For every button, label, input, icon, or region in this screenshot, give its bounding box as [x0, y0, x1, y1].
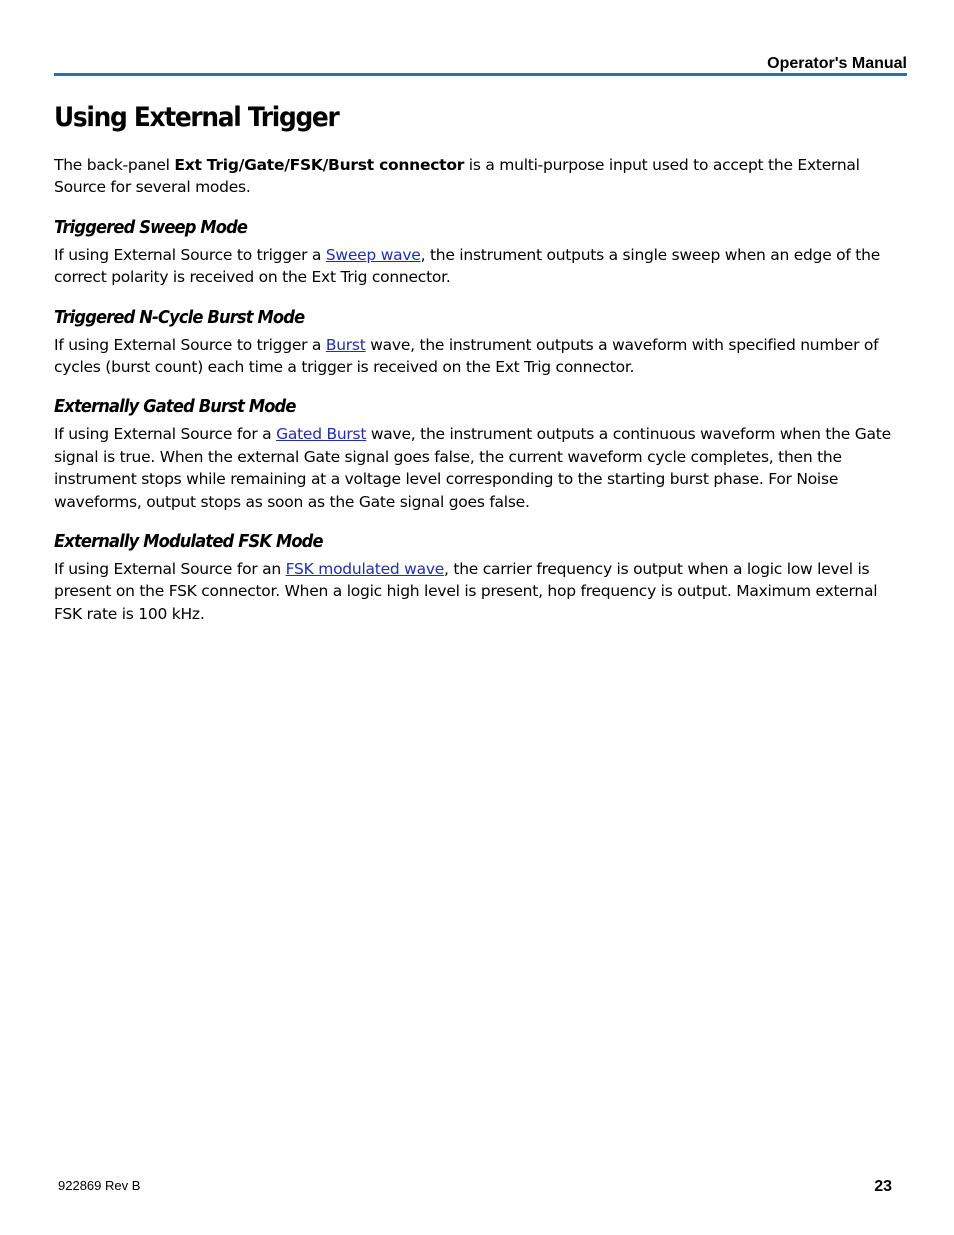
- intro-text-before: The back-panel: [54, 156, 175, 174]
- footer-page-number: 23: [874, 1178, 892, 1195]
- footer-doc-id: 922869 Rev B: [58, 1178, 141, 1193]
- section-paragraph-fsk: [54, 558, 909, 625]
- section-heading-burst: Triggered N-Cycle Burst Mode: [54, 307, 305, 328]
- paragraph-text: If using External Source to trigger a: [54, 335, 326, 354]
- section-paragraph-triggered-sweep: [54, 244, 909, 289]
- gated-burst-link[interactable]: Gated Burst: [276, 425, 367, 444]
- paragraph-text: wave, the instrument outputs a waveform with specified number of cycles (burst count) each time a trigger is received on the Ext Trig connector.: [54, 335, 879, 377]
- paragraph-text: wave, the instrument outputs a continuous waveform when the Gate signal is true. When the external Gate signal goes false, the current waveform cycle completes, then the instrument stops while remaining at a voltage level corresponding to the starting burst phase. For Noise waveforms, output stops as soon as the Gate signal goes false.: [54, 425, 891, 511]
- section-paragraph-gated-burst: [54, 423, 909, 513]
- header-title: Operator's Manual: [767, 55, 907, 72]
- sweep-wave-link[interactable]: Sweep wave: [325, 245, 421, 264]
- burst-link[interactable]: Burst: [325, 335, 366, 354]
- paragraph-text: If using External Source for an: [54, 560, 286, 579]
- intro-paragraph: [54, 154, 909, 199]
- paragraph-text: , the instrument outputs a single sweep when an edge of the correct polarity is received on the Ext Trig connector.: [54, 245, 880, 287]
- section-heading-fsk: Externally Modulated FSK Mode: [54, 532, 323, 553]
- section-heading-triggered-sweep: Triggered Sweep Mode: [54, 217, 248, 238]
- section-heading-gated-burst: Externally Gated Burst Mode: [54, 397, 296, 418]
- paragraph-text: If using External Source for a: [54, 425, 277, 444]
- connector-name: Ext Trig/Gate/FSK/Burst connector: [174, 156, 465, 174]
- intro-text-after: is a multi-purpose input used to accept the External Source for several modes.: [54, 156, 860, 197]
- page-title: Using External Trigger: [54, 102, 339, 133]
- section-paragraph-burst: [54, 334, 909, 379]
- paragraph-text: , the carrier frequency is output when a logic low level is present on the FSK connector. When a logic high level is present, hop frequency is output. Maximum external FSK rate is 100 kHz.: [54, 560, 878, 623]
- paragraph-text: If using External Source to trigger a: [54, 245, 326, 264]
- page-content: [54, 96, 909, 625]
- header-divider: [54, 73, 907, 76]
- fsk-modulated-wave-link[interactable]: FSK modulated wave: [285, 560, 445, 579]
